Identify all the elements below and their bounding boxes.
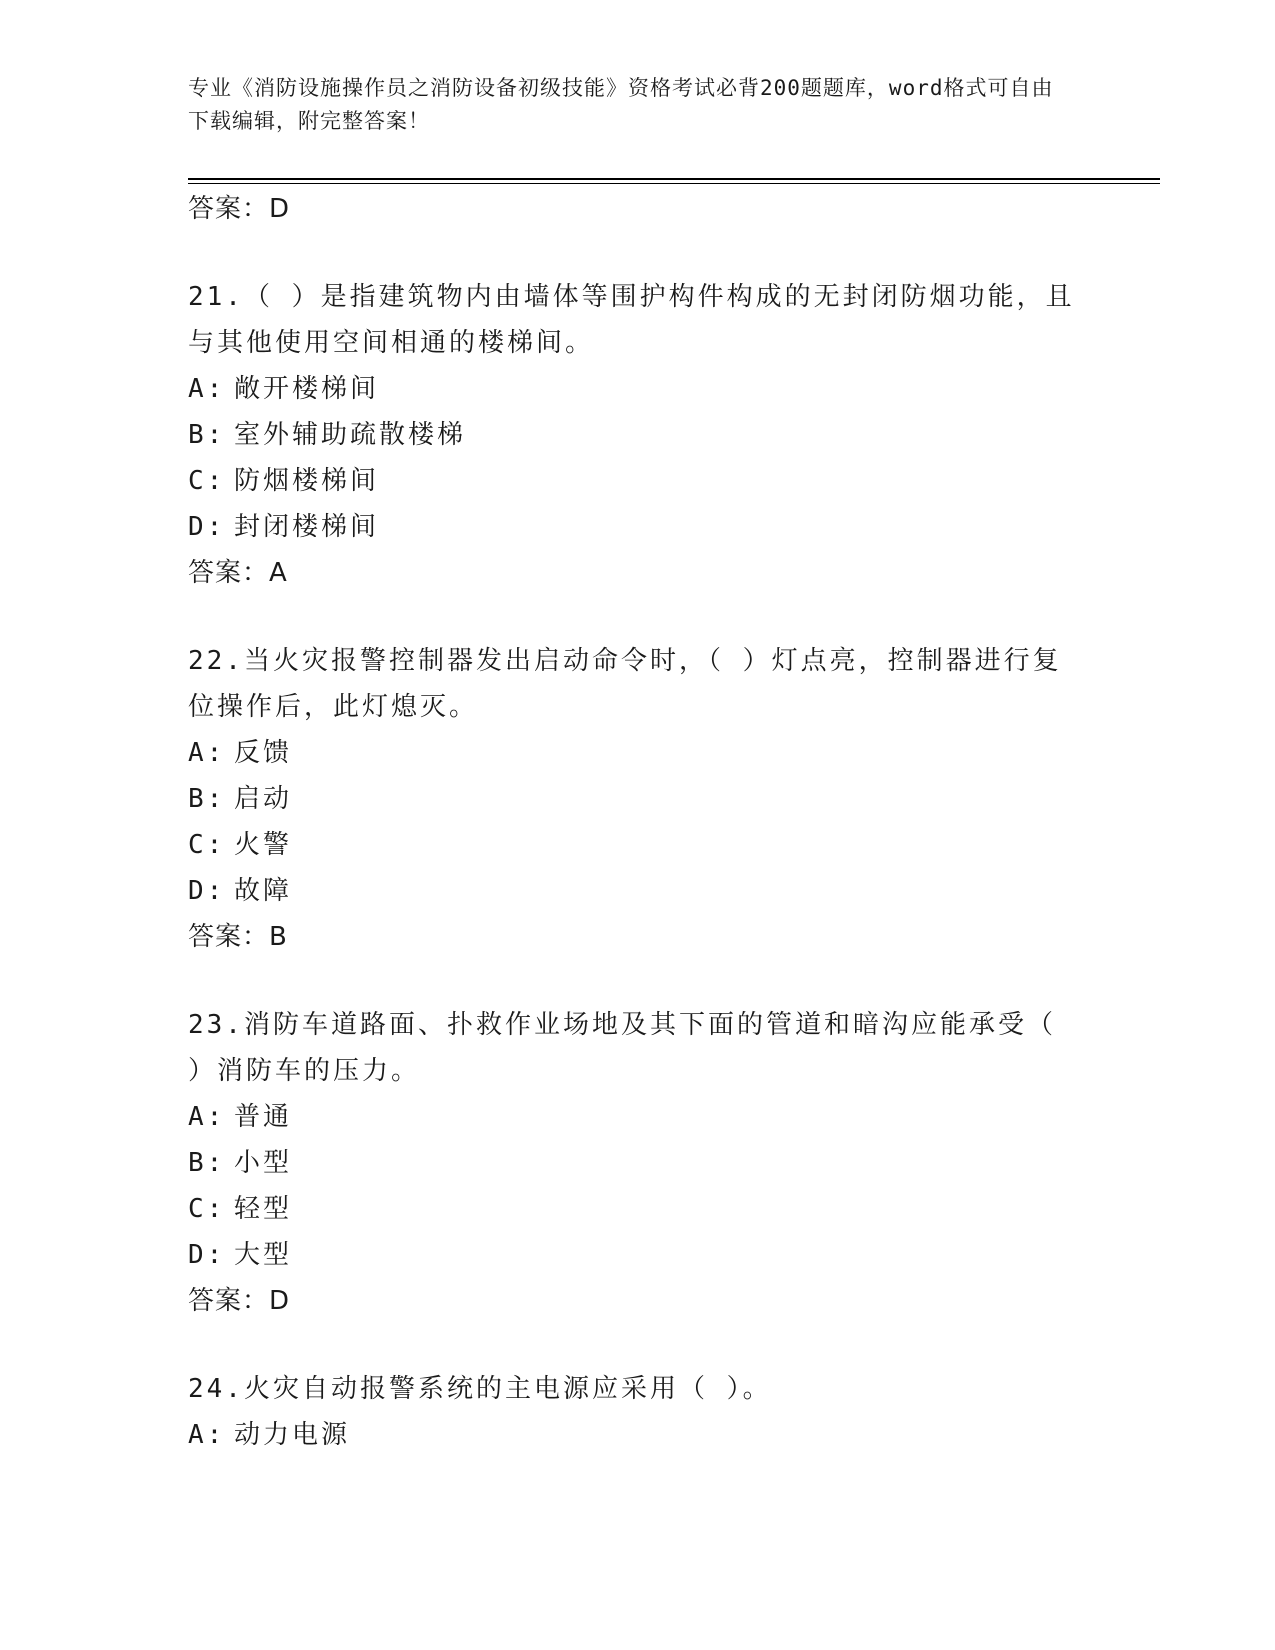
option-text: 启动 [234,784,293,814]
option-text: 小型 [234,1148,293,1178]
previous-answer: 答案：D [188,194,291,224]
option-text: 轻型 [234,1194,293,1224]
option-d [188,868,1088,914]
option-a [188,366,1088,412]
option-letter: C: [188,1194,226,1224]
option-d [188,1232,1088,1278]
question-text: 21.（ ）是指建筑物内由墙体等围护构件构成的无封闭防烟功能，且与其他使用空间相通的楼梯间。 [188,282,1075,358]
option-text: 大型 [234,1240,293,1270]
question-text: 22.当火灾报警控制器发出启动命令时，（ ）灯点亮，控制器进行复位操作后，此灯熄灭。 [188,646,1062,722]
option-letter: D: [188,512,226,542]
option-letter: B: [188,420,226,450]
option-text: 火警 [234,830,293,860]
page-header: 专业《消防设施操作员之消防设备初级技能》资格考试必背200题题库，word格式可自由下载编辑，附完整答案！ [188,76,1054,133]
content [188,186,1088,1458]
option-letter: A: [188,1420,226,1450]
option-text: 室外辅助疏散楼梯 [234,420,467,450]
option-a [188,730,1088,776]
option-letter: B: [188,784,226,814]
option-b [188,1140,1088,1186]
option-letter: A: [188,1102,226,1132]
question-text: 23.消防车道路面、扑救作业场地及其下面的管道和暗沟应能承受（ ）消防车的压力。 [188,1010,1056,1086]
option-text: 动力电源 [234,1420,351,1450]
option-text: 普通 [234,1102,293,1132]
option-a [188,1094,1088,1140]
answer-line: 答案：B [188,922,288,952]
option-letter: A: [188,738,226,768]
option-text: 防烟楼梯间 [234,466,380,496]
option-c [188,458,1088,504]
option-letter: A: [188,374,226,404]
option-b [188,412,1088,458]
answer-line: 答案：D [188,1286,291,1316]
option-text: 封闭楼梯间 [234,512,380,542]
option-text: 反馈 [234,738,293,768]
option-a [188,1412,1088,1458]
option-letter: D: [188,876,226,906]
option-text: 敞开楼梯间 [234,374,380,404]
option-letter: C: [188,830,226,860]
option-d [188,504,1088,550]
option-b [188,776,1088,822]
question-text: 24.火灾自动报警系统的主电源应采用（ ）。 [188,1374,772,1404]
option-c [188,1186,1088,1232]
option-letter: C: [188,466,226,496]
header-rule-thin [188,183,1160,184]
option-c [188,822,1088,868]
option-letter: B: [188,1148,226,1178]
option-letter: D: [188,1240,226,1270]
option-text: 故障 [234,876,293,906]
answer-line: 答案：A [188,558,288,588]
header-rule-thick [188,178,1160,180]
